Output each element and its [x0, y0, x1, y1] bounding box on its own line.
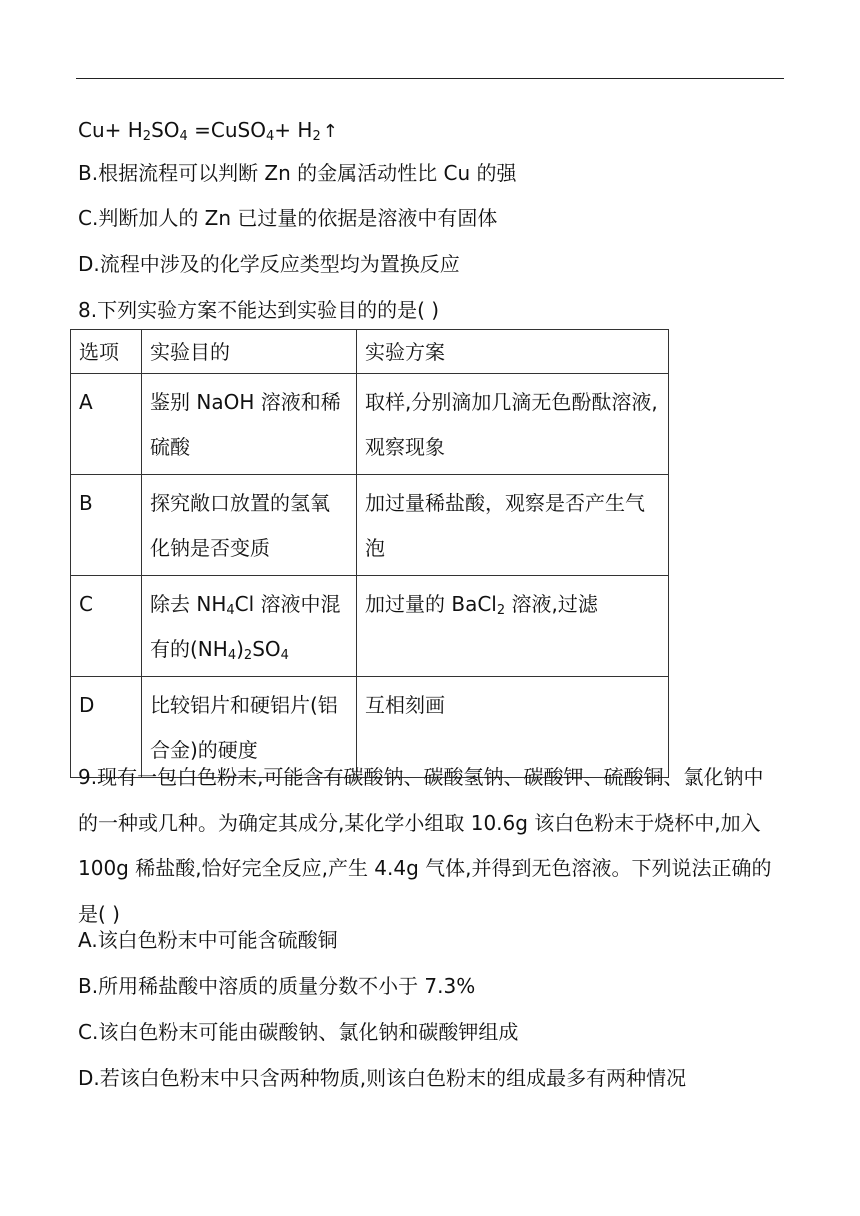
header-plan: 实验方案 — [357, 330, 669, 374]
gas-arrow-icon: ↑ — [322, 121, 338, 142]
table-row — [71, 576, 669, 677]
header-rule — [76, 78, 784, 79]
q7-option-d: D.流程中涉及的化学反应类型均为置换反应 — [78, 252, 460, 276]
q8-stem: 8.下列实验方案不能达到实验目的的是( ) — [78, 298, 440, 322]
row-plan: 取样,分别滴加几滴无色酚酞溶液,观察现象 — [357, 374, 669, 475]
row-option: D — [71, 677, 142, 778]
header-purpose: 实验目的 — [142, 330, 357, 374]
row-purpose: 探究敞口放置的氢氧化钠是否变质 — [142, 475, 357, 576]
q9-option-c: C.该白色粉末可能由碳酸钠、氯化钠和碳酸钾组成 — [78, 1020, 519, 1044]
q9-option-a: A.该白色粉末中可能含硫酸铜 — [78, 928, 338, 952]
table-row — [71, 374, 669, 475]
row-purpose: 鉴别 NaOH 溶液和稀硫酸 — [142, 374, 357, 475]
row-option: B — [71, 475, 142, 576]
q9-option-d: D.若该白色粉末中只含两种物质,则该白色粉末的组成最多有两种情况 — [78, 1066, 687, 1090]
header-option: 选项 — [71, 330, 142, 374]
q7-option-c: C.判断加人的 Zn 已过量的依据是溶液中有固体 — [78, 206, 498, 230]
row-plan: 加过量的 BaCl$_2$ 溶液,过滤 — [357, 576, 669, 677]
row-plan: 互相刻画 — [357, 677, 669, 778]
row-option: A — [71, 374, 142, 475]
table-row — [71, 475, 669, 576]
q9-option-b: B.所用稀盐酸中溶质的质量分数不小于 7.3% — [78, 974, 476, 998]
table-header-row — [71, 330, 669, 374]
row-purpose: 除去 $NH_4Cl$ 溶液中混有的$(NH_4)_2SO_4$ — [142, 576, 357, 677]
row-purpose: 比较铝片和硬铝片(铝合金)的硬度 — [142, 677, 357, 778]
q9-stem: 9.现有一包白色粉末,可能含有碳酸钠、碳酸氢钠、碳酸钾、硫酸铜、氯化钠中的一种或几种。为确定其成分,某化学小组取 10.6g 该白色粉末于烧杯中,加入 100g 稀盐酸,恰好完全反应,产生 4.4g 气体,并得到无色溶液。下列说法正确的是( ) — [78, 765, 772, 926]
reaction-equation: $Cu+ H_2SO_4$ =CuSO$_4$+ $H_2$ ↑ — [78, 118, 338, 144]
row-option: C — [71, 576, 142, 677]
experiment-table — [70, 329, 669, 778]
q7-option-b: B.根据流程可以判断 Zn 的金属活动性比 Cu 的强 — [78, 161, 517, 185]
row-plan: 加过量稀盐酸，观察是否产生气泡 — [357, 475, 669, 576]
